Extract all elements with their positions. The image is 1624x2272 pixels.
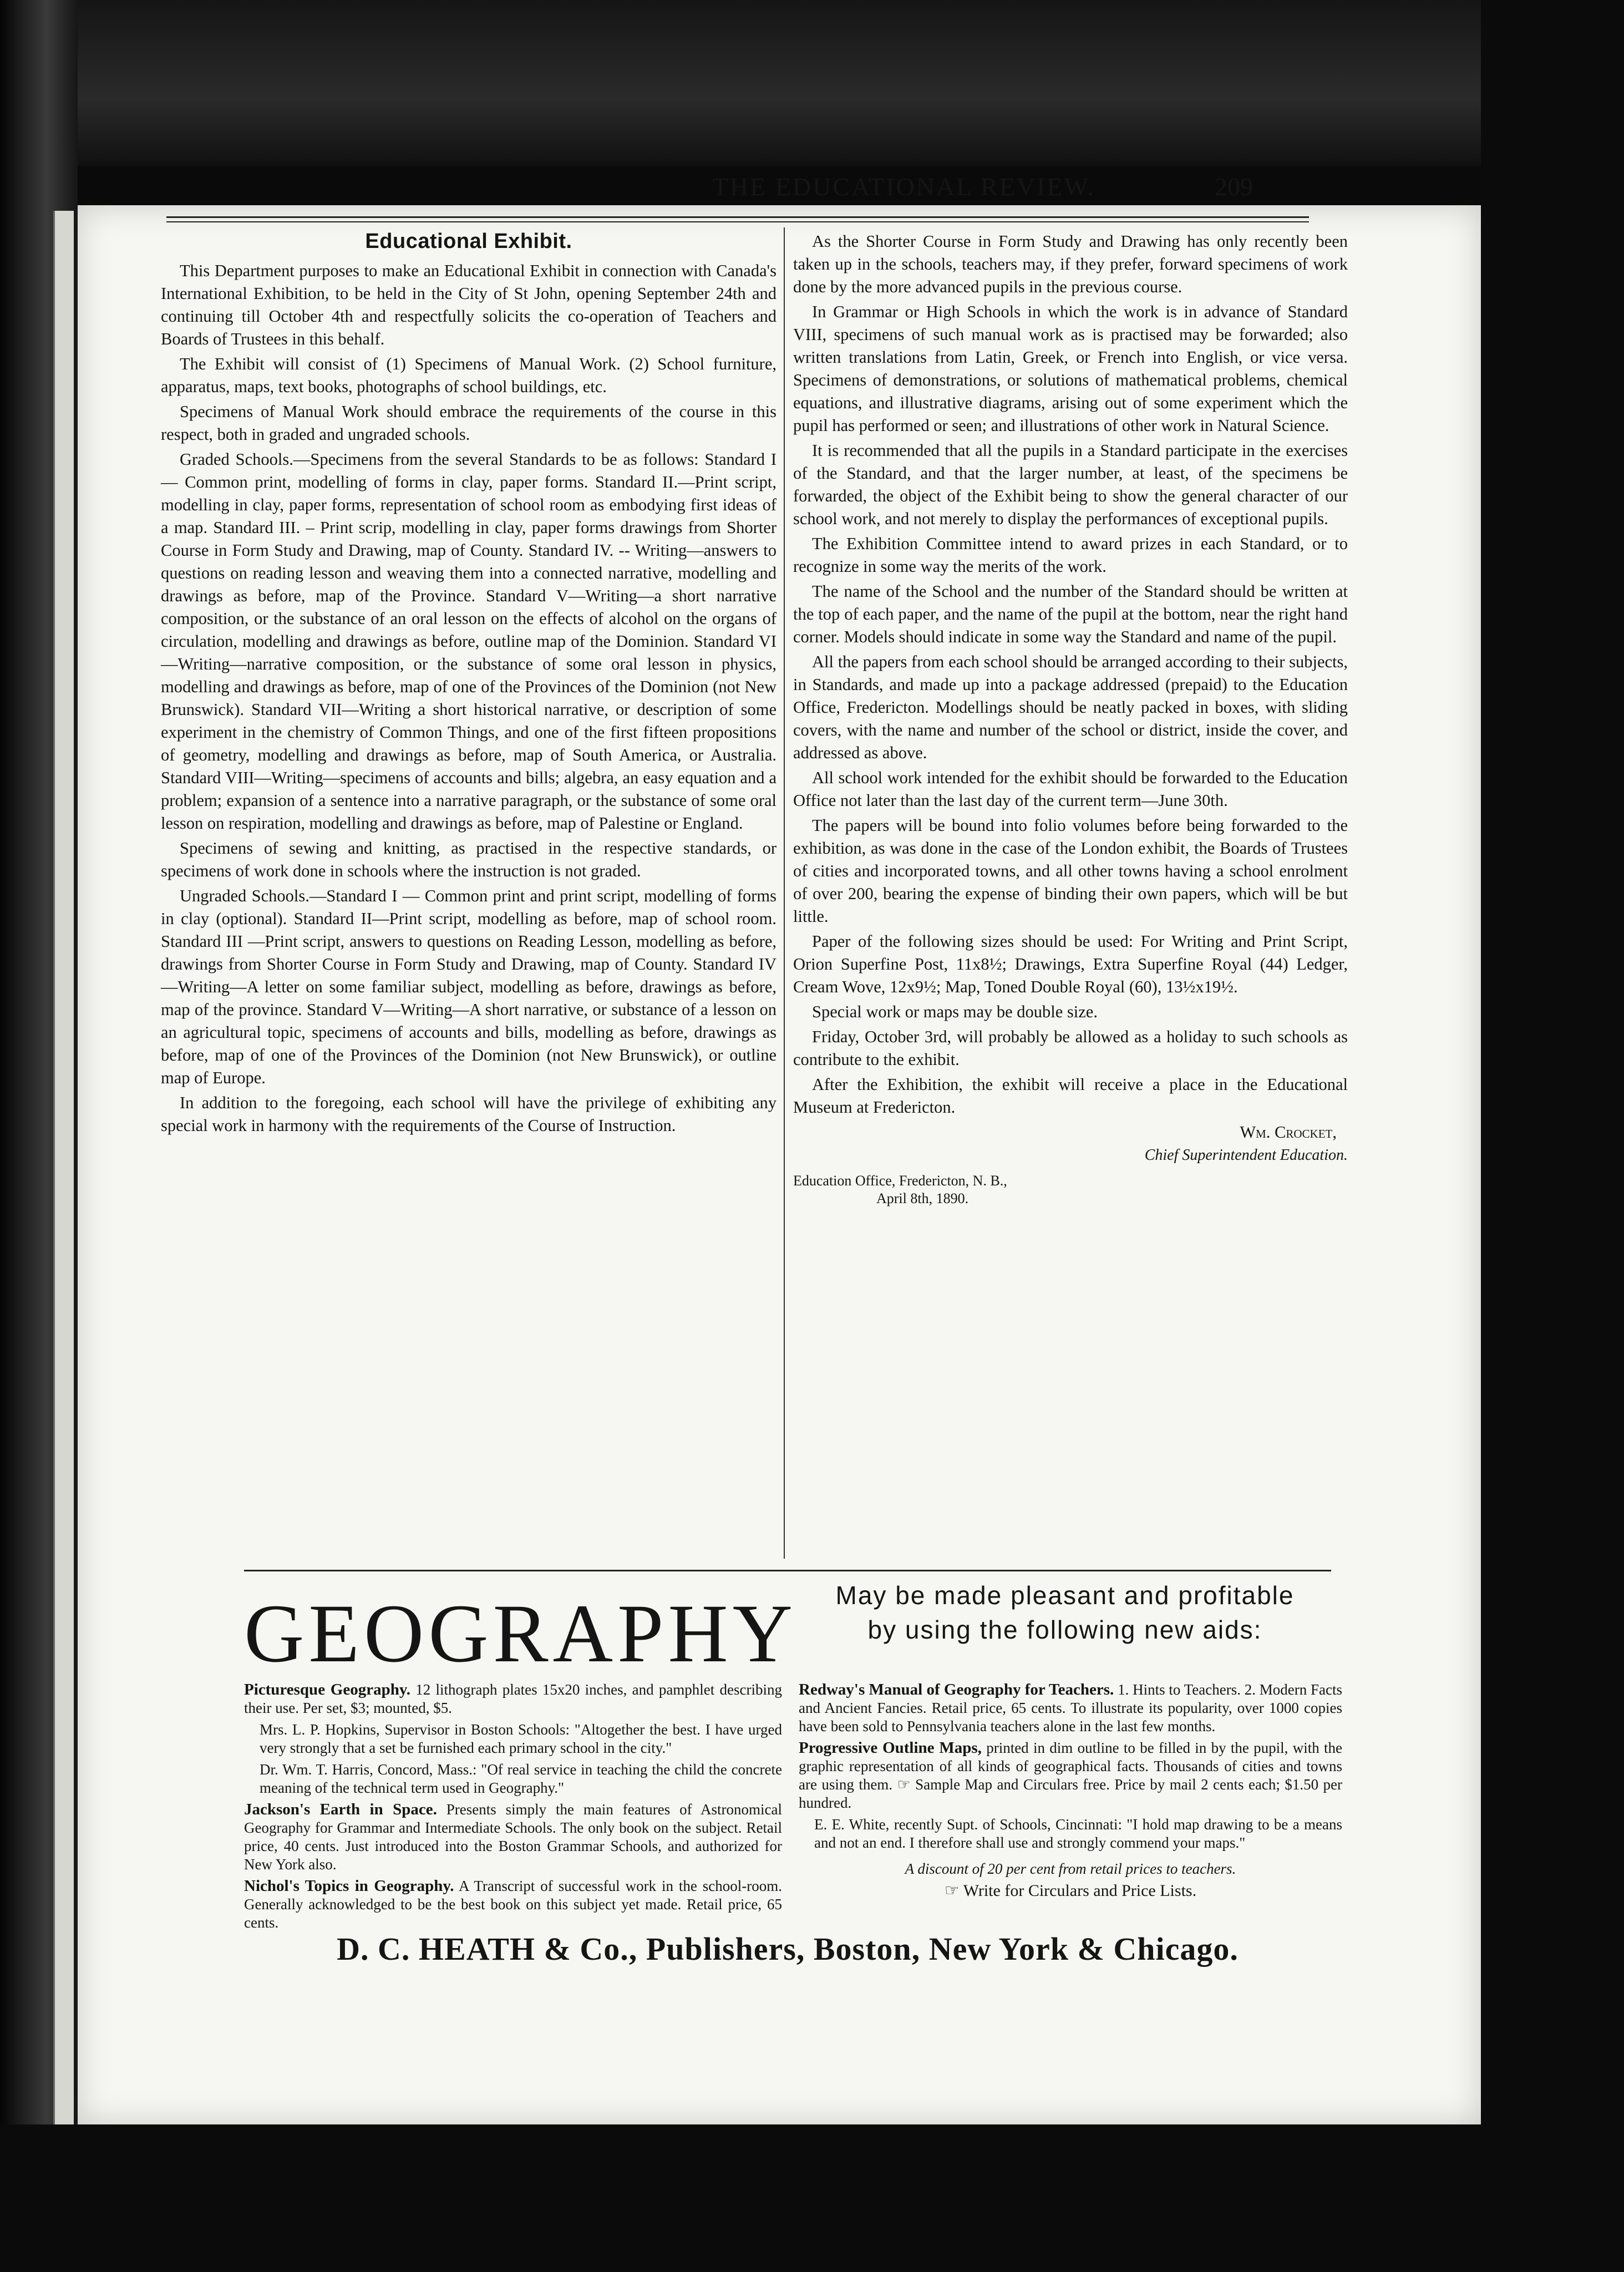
advertisement-right-column [799, 1681, 1342, 1903]
ad-item [799, 1681, 1342, 1736]
tagline-line-2: by using the following new aids: [867, 1615, 1262, 1644]
ad-item-title: Progressive Outline Maps, [799, 1739, 982, 1757]
article-paragraph: This Department purposes to make an Educational Exhibit in connection with Canada's International Exhibition, to be held in the City of St John, opening September 24th and continuing till October 4th and respectfully solicits the co-operation of Teachers and Boards of Trustees in this behalf. [161, 261, 777, 348]
article-paragraph: Specimens of sewing and knitting, as practised in the respective standards, or specimens of work done in schools where the instruction is not graded. [161, 839, 777, 880]
article-paragraph: It is recommended that all the pupils in a Standard participate in the exercises of the Standard, and that the larger number, at least, of the specimens be forwarded, the object of the Exhibit being to show the general character of our school work, and not merely to display the performances of exceptional pupils. [793, 441, 1348, 528]
ad-testimonial [244, 1721, 782, 1757]
scan-border-right [1481, 0, 1624, 2272]
signature-title: Chief Superintendent Education. [1144, 1147, 1348, 1164]
ad-item-text: Dr. Wm. T. Harris, Concord, Mass.: "Of real service in teaching the child the concrete meaning of the technical term used in Geography." [260, 1761, 782, 1796]
article-paragraph: The name of the School and the number of the Standard should be written at the top of each paper, and the name of the pupil at the bottom, near the right hand corner. Models should indicate in some way the Standard and name of the pupil. [793, 582, 1348, 646]
running-title: THE EDUCATIONAL REVIEW. [712, 173, 1096, 201]
ad-item-text: Presents simply the main features of Astronomical Geography for Grammar and Intermediate Schools. The only book on the subject. Retail price, 40 cents. Just introduced into the Boston Grammar Schools, and authorized for New York also. [244, 1801, 782, 1873]
ad-discount: A discount of 20 per cent from retail prices to teachers. [905, 1860, 1236, 1877]
article-paragraph: Special work or maps may be double size. [812, 1002, 1098, 1021]
article-right-column [793, 230, 1348, 1208]
signature-date: April 8th, 1890. [876, 1190, 969, 1206]
ad-item [244, 1877, 782, 1932]
publisher-line: D. C. HEATH & Co., Publishers, Boston, New York & Chicago. [337, 1931, 1239, 1967]
article-title: Educational Exhibit. [365, 230, 572, 253]
advertisement-headline: GEOGRAPHY [244, 1588, 798, 1680]
ad-item-title: Jackson's Earth in Space. [244, 1801, 437, 1818]
article-paragraph: Friday, October 3rd, will probably be allowed as a holiday to such schools as contribute to the exhibit. [793, 1027, 1348, 1069]
article-paragraph: In Grammar or High Schools in which the work is in advance of Standard VIII, specimens of such manual work as is practised may be forwarded; also written translations from Latin, Greek, or French into English, or vice versa. Specimens of demonstrations, or solutions of mathematical problems, chemical equations, and illustrative diagrams, arising out of some experiment which the pupil has performed or seen; and illustrations of other work in Natural Science. [793, 302, 1348, 435]
ad-item [799, 1739, 1342, 1812]
ad-testimonial [244, 1761, 782, 1797]
ad-item [244, 1681, 782, 1717]
signature-name: Wm. Crocket, [1240, 1123, 1337, 1142]
ad-item-text: 1. Hints to Teachers. 2. Modern Facts and Ancient Fancies. Retail price, 65 cents. To illustrate its popularity, over 1000 copies have been sold to Pennsylvania teachers alone in the last few months. [799, 1681, 1342, 1735]
ad-item-text: 12 lithograph plates 15x20 inches, and pamphlet describing their use. Per set, $3; mounted, $5. [244, 1681, 782, 1716]
ad-item-title: Picturesque Geography. [244, 1681, 411, 1698]
article-paragraph: The Exhibition Committee intend to award prizes in each Standard, or to recognize in some way the merits of the work. [793, 534, 1348, 576]
facing-page-edge [53, 211, 74, 2152]
ad-item-text: E. E. White, recently Supt. of Schools, Cincinnati: "I hold map drawing to be a means and not an end. I therefore shall use and strongly commend your maps." [814, 1816, 1342, 1851]
ad-item [244, 1801, 782, 1874]
signature-place [793, 1172, 1348, 1208]
advertisement-left-column [244, 1681, 782, 1935]
article-paragraph: All the papers from each school should be arranged according to their subjects, in Standards, and made up into a package addressed (prepaid) to the Education Office, Fredericton. Modellings should be neatly packed in boxes, with sliding covers, with the name and number of the school or district, inside the cover, and addressed as above. [793, 652, 1348, 762]
tagline-line-1: May be made pleasant and profitable [835, 1581, 1295, 1610]
ad-item-text: Mrs. L. P. Hopkins, Supervisor in Boston Schools: "Altogether the best. I have urged very strongly that a set be furnished each primary school in the city." [260, 1721, 782, 1756]
scan-border-top [0, 0, 1624, 166]
ad-item-text: printed in dim outline to be filled in by the pupil, with the graphic representation of all kinds of geographical facts. Thousands of cities and towns are using them. ☞ Sample Map and Circulars free. Price by mail 2 cents each; $1.50 per hundred. [799, 1740, 1343, 1811]
article-paragraph: In addition to the foregoing, each school will have the privilege of exhibiting any special work in harmony with the requirements of the Course of Instruction. [161, 1093, 777, 1135]
article-paragraph: Ungraded Schools.—Standard I — Common print and print script, modelling of forms in clay (optional). Standard II—Print script, modelling as before, map of school room. Standard III —Print script, answers to questions on Reading Lesson, modelling as before, drawings from Shorter Course in Form Study and Drawing, map of County. Standard IV—Writing—A letter on some familiar subject, modelling as before, drawings as before, map of the province. Standard V—Writing—A short narrative, or substance of a lesson on an agricultural topic, specimens of accounts and bills, modelling as before, drawings as before, map of one of the Provinces of the Dominion (not New Brunswick), or outline map of Europe. [161, 886, 777, 1087]
article-paragraph: Paper of the following sizes should be used: For Writing and Print Script, Orion Superfine Post, 11x8½; Drawings, Extra Superfine Royal (44) Ledger, Cream Wove, 12x9½; Map, Toned Double Royal (60), 13½x19½. [793, 932, 1348, 996]
article-left-column [161, 230, 777, 1139]
header-double-rule [166, 216, 1309, 222]
ad-testimonial [799, 1815, 1342, 1852]
advertisement-rule [244, 1570, 1331, 1571]
article-paragraph: The Exhibit will consist of (1) Specimens of Manual Work. (2) School furniture, apparatus, maps, text books, photographs of school buildings, etc. [161, 354, 777, 396]
ad-circulars: ☞ Write for Circulars and Price Lists. [944, 1882, 1197, 1900]
article-paragraph: Graded Schools.—Specimens from the several Standards to be as follows: Standard I — Common print, modelling of forms in clay, paper forms. Standard II.—Print script, modelling in clay, paper forms, representation of school room as embodying first ideas of a map. Standard III. – Print scrip, modelling in clay, paper forms drawings from Shorter Course in Form Study and Drawing, map of County. Standard IV. -- Writing—answers to questions on reading lesson and weaving them into a connected narrative, modelling and drawings as before, map of the Province. Standard V—Writing—a short narrative composition, or the substance of an oral lesson on the effects of alcohol on the organs of circulation, modelling and drawings as before, outline map of the Dominion. Standard VI—Writing—narrative composition, or the substance of some oral lesson in physics, modelling and drawings as before, map of one of the Provinces of the Dominion (not New Brunswick). Standard VII—Writing a short historical narrative, or description of some experiment in the chemistry of Common Things, and one of the first fifteen propositions of geometry, modelling and drawings as before, map of South America, or Australia. Standard VIII—Writing—specimens of accounts and bills; algebra, an easy equation and a problem; expansion of a sentence into a narrative paragraph, or the substance of some oral lesson on respiration, modelling and drawings as before, map of Palestine or England. [161, 450, 777, 833]
column-divider [784, 227, 785, 1559]
scan-border-bottom [0, 2124, 1624, 2272]
advertisement-tagline [793, 1578, 1337, 1647]
article-paragraph: As the Shorter Course in Form Study and Drawing has only recently been taken up in the schools, teachers may, if they prefer, forward specimens of work done by the more advanced pupils in the previous course. [793, 232, 1348, 296]
ad-item-title: Nichol's Topics in Geography. [244, 1877, 454, 1895]
signature-office: Education Office, Fredericton, N. B., [793, 1173, 1007, 1189]
article-paragraph: After the Exhibition, the exhibit will receive a place in the Educational Museum at Fredericton. [793, 1075, 1348, 1117]
page-number: 209 [1215, 173, 1253, 201]
article-paragraph: Specimens of Manual Work should embrace the requirements of the course in this respect, both in graded and ungraded schools. [161, 402, 777, 444]
article-paragraph: The papers will be bound into folio volumes before being forwarded to the exhibition, as was done in the case of the London exhibit, the Boards of Trustees of cities and incorporated towns, and all other towns having a school enrolment of over 200, bearing the expense of binding their own papers, which will be but little. [793, 816, 1348, 926]
article-paragraph: All school work intended for the exhibit should be forwarded to the Education Office not later than the last day of the current term—June 30th. [793, 768, 1348, 810]
ad-item-text: A Transcript of successful work in the school-room. Generally acknowledged to be the best book on this subject yet made. Retail price, 65 cents. [244, 1878, 783, 1931]
ad-item-title: Redway's Manual of Geography for Teachers. [799, 1681, 1114, 1698]
